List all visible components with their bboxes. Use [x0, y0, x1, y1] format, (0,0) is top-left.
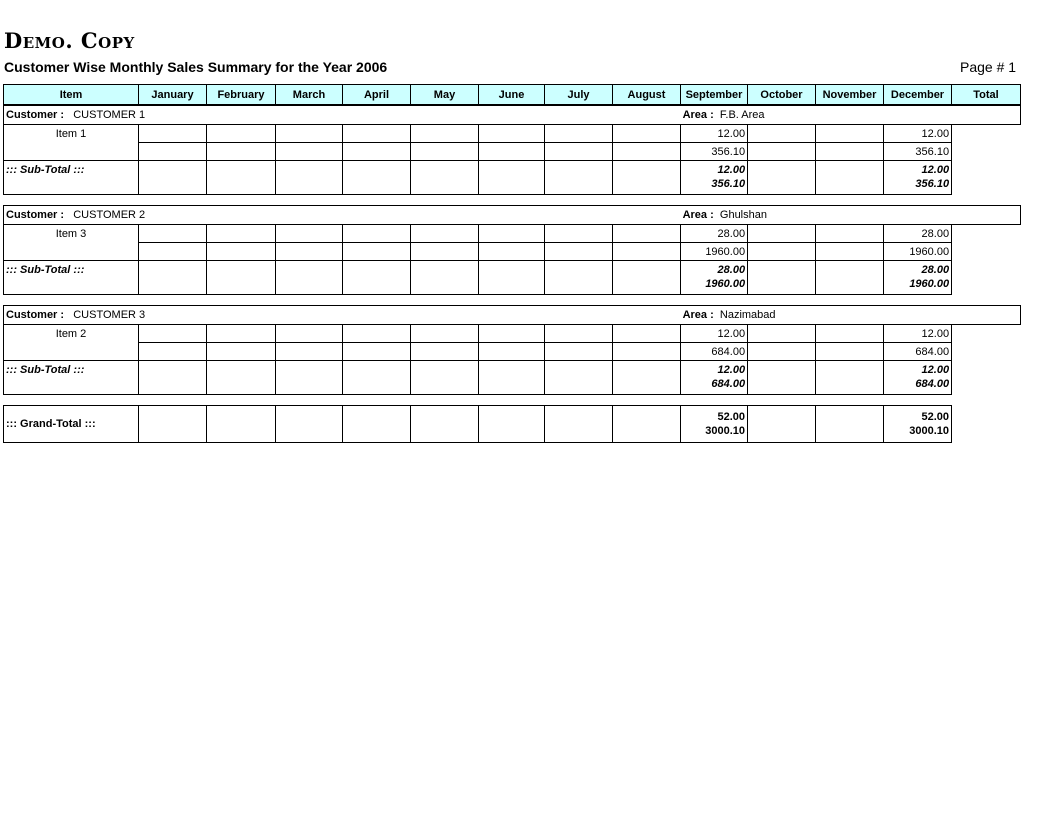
area-cell — [681, 106, 1021, 125]
col-header-may: May — [411, 85, 479, 105]
area-label: Area : — [682, 209, 714, 221]
customer-block-3 — [3, 305, 1021, 395]
col-header-total: Total — [952, 85, 1021, 105]
subtotal-total-qty: 12.00 — [921, 164, 950, 176]
report-title: Customer Wise Monthly Sales Summary for the Year 2006 — [4, 59, 388, 75]
grand-total-qty: 52.00 — [921, 411, 949, 423]
col-header-june: June — [479, 85, 545, 105]
total-qty: 28.00 — [884, 225, 952, 243]
grand-total-label: ::: Grand-Total ::: — [4, 406, 139, 443]
grand-total-total — [884, 406, 952, 443]
subtotal-total — [884, 161, 952, 195]
area-label: Area : — [682, 109, 714, 121]
area-name: F.B. Area — [719, 109, 765, 121]
subtotal-row — [4, 161, 1021, 195]
area-label: Area : — [682, 309, 714, 321]
customer-row — [4, 306, 1021, 325]
october-qty: 12.00 — [681, 125, 748, 143]
area-name: Nazimabad — [719, 309, 776, 321]
customer-label: Customer : — [6, 109, 65, 121]
item-qty-row — [4, 225, 1021, 243]
customer-row — [4, 206, 1021, 225]
total-amount: 356.10 — [884, 143, 952, 161]
subtotal-october — [681, 261, 748, 295]
customer-block-2 — [3, 205, 1021, 295]
area-cell — [681, 206, 1021, 225]
october-amount: 1960.00 — [681, 243, 748, 261]
grand-october-qty: 52.00 — [717, 411, 745, 423]
item-amount-row — [4, 143, 1021, 161]
subtotal-total-qty: 28.00 — [921, 264, 950, 276]
total-qty: 12.00 — [884, 125, 952, 143]
customer-block-1 — [3, 105, 1021, 195]
col-header-february: February — [207, 85, 276, 105]
total-qty: 12.00 — [884, 325, 952, 343]
item-qty-row — [4, 325, 1021, 343]
page-number: Page # 1 — [960, 59, 1017, 75]
col-header-december: December — [884, 85, 952, 105]
col-header-item: Item — [4, 85, 139, 105]
col-header-august: August — [613, 85, 681, 105]
item-amount-row — [4, 343, 1021, 361]
october-qty: 28.00 — [681, 225, 748, 243]
subtotal-label: ::: Sub-Total ::: — [4, 261, 139, 295]
subtotal-october-amount: 684.00 — [711, 378, 746, 390]
subtotal-total-qty: 12.00 — [921, 364, 950, 376]
subtotal-label: ::: Sub-Total ::: — [4, 161, 139, 195]
subtotal-row — [4, 261, 1021, 295]
grand-october-amount: 3000.10 — [705, 425, 745, 437]
customer-cell — [4, 306, 681, 325]
october-amount: 684.00 — [681, 343, 748, 361]
subtotal-total-amount: 1960.00 — [909, 278, 950, 290]
subtotal-total-amount: 356.10 — [915, 178, 950, 190]
subtotal-label: ::: Sub-Total ::: — [4, 361, 139, 395]
customer-label: Customer : — [6, 309, 65, 321]
customer-name: CUSTOMER 3 — [73, 309, 146, 321]
col-header-january: January — [139, 85, 207, 105]
col-header-september: September — [681, 85, 748, 105]
item-amount-row — [4, 243, 1021, 261]
subtotal-total-amount: 684.00 — [915, 378, 950, 390]
item-name: Item 2 — [4, 325, 139, 361]
subtotal-october-qty: 28.00 — [717, 264, 746, 276]
customer-cell — [4, 106, 681, 125]
col-header-october: October — [748, 85, 816, 105]
item-name: Item 1 — [4, 125, 139, 161]
col-header-april: April — [343, 85, 411, 105]
area-cell — [681, 306, 1021, 325]
total-amount: 1960.00 — [884, 243, 952, 261]
subtotal-total — [884, 361, 952, 395]
area-name: Ghulshan — [719, 209, 767, 221]
subtotal-total — [884, 261, 952, 295]
column-header-table — [3, 84, 1021, 105]
customer-cell — [4, 206, 681, 225]
demo-copy-watermark: Demo. Copy — [4, 28, 135, 53]
customer-label: Customer : — [6, 209, 65, 221]
october-amount: 356.10 — [681, 143, 748, 161]
grand-total-row — [4, 406, 1021, 443]
subtotal-october-amount: 356.10 — [711, 178, 746, 190]
subtotal-october-qty: 12.00 — [717, 364, 746, 376]
subtotal-october-qty: 12.00 — [717, 164, 746, 176]
subtotal-october — [681, 161, 748, 195]
subtotal-row — [4, 361, 1021, 395]
col-header-november: November — [816, 85, 884, 105]
item-name: Item 3 — [4, 225, 139, 261]
grand-total-october — [681, 406, 748, 443]
header-row — [4, 85, 1021, 105]
subtotal-october — [681, 361, 748, 395]
subtotal-october-amount: 1960.00 — [705, 278, 746, 290]
october-qty: 12.00 — [681, 325, 748, 343]
total-amount: 684.00 — [884, 343, 952, 361]
customer-name: CUSTOMER 2 — [73, 209, 146, 221]
item-qty-row — [4, 125, 1021, 143]
col-header-july: July — [545, 85, 613, 105]
customer-name: CUSTOMER 1 — [73, 109, 146, 121]
grand-total-amount: 3000.10 — [909, 425, 949, 437]
grand-total-table — [3, 405, 1021, 443]
customer-row — [4, 106, 1021, 125]
col-header-march: March — [276, 85, 343, 105]
